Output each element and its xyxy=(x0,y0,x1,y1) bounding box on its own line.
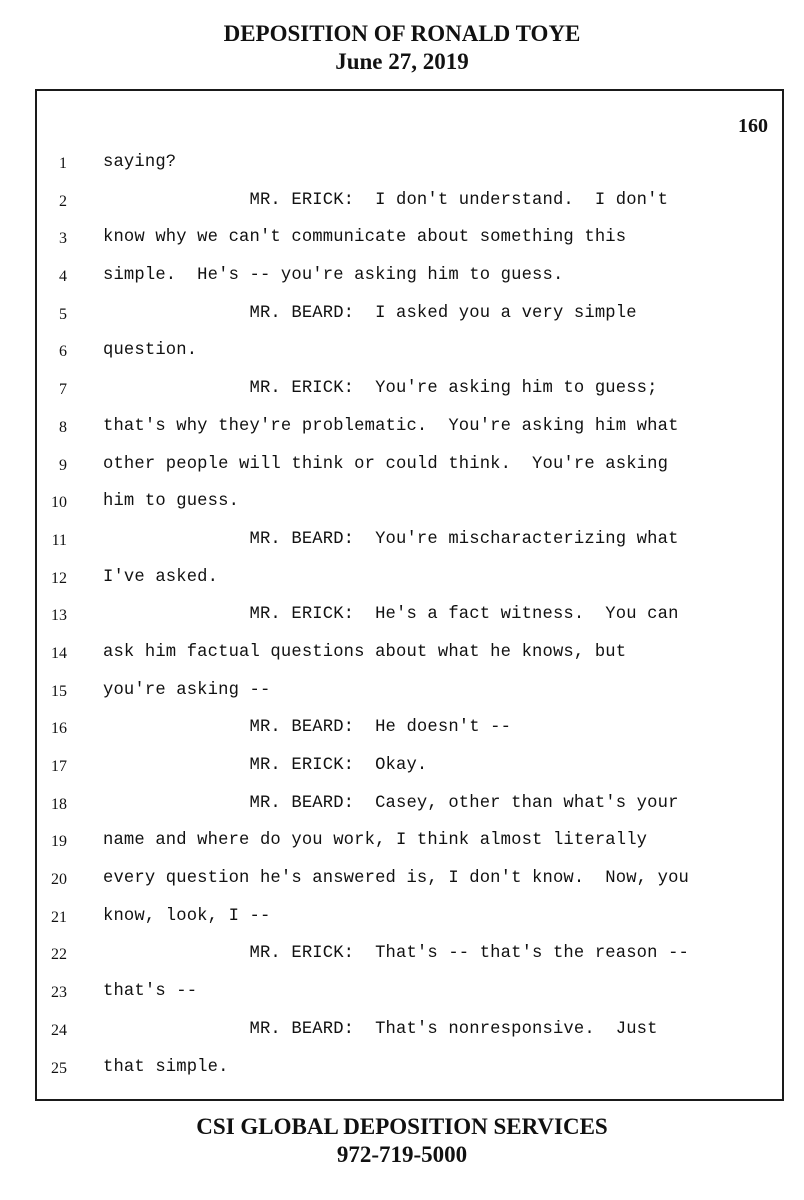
line-text: question. xyxy=(103,341,198,361)
line-number: 11 xyxy=(51,531,67,549)
line-number: 4 xyxy=(59,268,67,286)
line-number: 7 xyxy=(59,381,67,399)
company-phone: 972-719-5000 xyxy=(336,1142,468,1167)
line-text: name and where do you work, I think almost literally xyxy=(103,831,648,851)
line-text: that simple. xyxy=(103,1057,229,1077)
transcript-line xyxy=(37,417,782,455)
transcript-line xyxy=(37,605,782,643)
transcript-line xyxy=(37,455,782,493)
line-text: MR. ERICK: He's a fact witness. You can xyxy=(103,605,679,625)
line-text: simple. He's -- you're asking him to guess. xyxy=(103,266,564,286)
line-number: 21 xyxy=(51,908,67,926)
transcript-page xyxy=(35,89,784,1101)
line-text: ask him factual questions about what he knows, but xyxy=(103,642,627,662)
line-number: 19 xyxy=(51,833,67,851)
line-text: MR. BEARD: Casey, other than what's your xyxy=(103,793,679,813)
line-text: every question he's answered is, I don't know. Now, you xyxy=(103,869,689,889)
line-text: saying? xyxy=(103,153,177,172)
line-number: 2 xyxy=(59,192,67,210)
line-text: know, look, I -- xyxy=(103,906,271,926)
line-number: 23 xyxy=(51,984,67,1002)
line-number: 25 xyxy=(51,1059,67,1077)
line-number: 15 xyxy=(51,682,67,700)
line-number: 1 xyxy=(59,155,67,172)
document-header xyxy=(0,20,804,76)
transcript-line xyxy=(37,568,782,606)
line-text: MR. ERICK: I don't understand. I don't xyxy=(103,190,669,210)
line-text: MR. BEARD: He doesn't -- xyxy=(103,718,512,738)
line-number: 12 xyxy=(51,569,67,587)
transcript-line xyxy=(37,191,782,229)
company-name: CSI GLOBAL DEPOSITION SERVICES xyxy=(196,1114,608,1139)
line-number: 10 xyxy=(51,494,67,512)
line-number: 20 xyxy=(51,871,67,889)
transcript-lines xyxy=(37,153,782,1095)
line-number: 9 xyxy=(59,456,67,474)
line-text: that's why they're problematic. You're asking him what xyxy=(103,416,679,436)
transcript-line xyxy=(37,643,782,681)
transcript-line xyxy=(37,794,782,832)
line-text: him to guess. xyxy=(103,492,240,512)
line-number: 3 xyxy=(59,230,67,248)
line-number: 22 xyxy=(51,946,67,964)
transcript-line xyxy=(37,831,782,869)
line-text: MR. BEARD: I asked you a very simple xyxy=(103,303,637,323)
page-number: 160 xyxy=(738,115,768,137)
transcript-line xyxy=(37,907,782,945)
line-text: that's -- xyxy=(103,982,198,1002)
line-number: 18 xyxy=(51,795,67,813)
document-footer xyxy=(0,1113,804,1169)
deposition-title: DEPOSITION OF RONALD TOYE xyxy=(223,21,581,46)
line-text: I've asked. xyxy=(103,567,219,587)
line-text: MR. BEARD: That's nonresponsive. Just xyxy=(103,1019,658,1039)
line-text: know why we can't communicate about something this xyxy=(103,228,627,248)
line-number: 13 xyxy=(51,607,67,625)
line-number: 17 xyxy=(51,758,67,775)
transcript-line xyxy=(37,228,782,266)
transcript-line xyxy=(37,341,782,379)
line-number: 24 xyxy=(51,1021,67,1039)
line-text: MR. ERICK: You're asking him to guess; xyxy=(103,379,658,399)
transcript-line xyxy=(37,492,782,530)
line-text: other people will think or could think. You're asking xyxy=(103,454,669,474)
transcript-line xyxy=(37,304,782,342)
line-number: 16 xyxy=(51,720,67,738)
transcript-line xyxy=(37,869,782,907)
line-text: MR. BEARD: You're mischaracterizing what xyxy=(103,529,679,549)
transcript-line xyxy=(37,153,782,191)
transcript-line xyxy=(37,1020,782,1058)
line-number: 5 xyxy=(59,305,67,323)
line-text: you're asking -- xyxy=(103,680,271,700)
transcript-line xyxy=(37,379,782,417)
transcript-line xyxy=(37,530,782,568)
transcript-line xyxy=(37,944,782,982)
deposition-date: June 27, 2019 xyxy=(335,49,469,74)
transcript-line xyxy=(37,718,782,756)
transcript-line xyxy=(37,1058,782,1096)
transcript-line xyxy=(37,681,782,719)
line-number: 6 xyxy=(59,343,67,361)
line-number: 14 xyxy=(51,644,67,662)
transcript-line xyxy=(37,756,782,794)
line-text: MR. ERICK: That's -- that's the reason -- xyxy=(103,944,689,964)
line-number: 8 xyxy=(59,418,67,436)
line-text: MR. ERICK: Okay. xyxy=(103,756,428,775)
transcript-line xyxy=(37,266,782,304)
transcript-line xyxy=(37,982,782,1020)
